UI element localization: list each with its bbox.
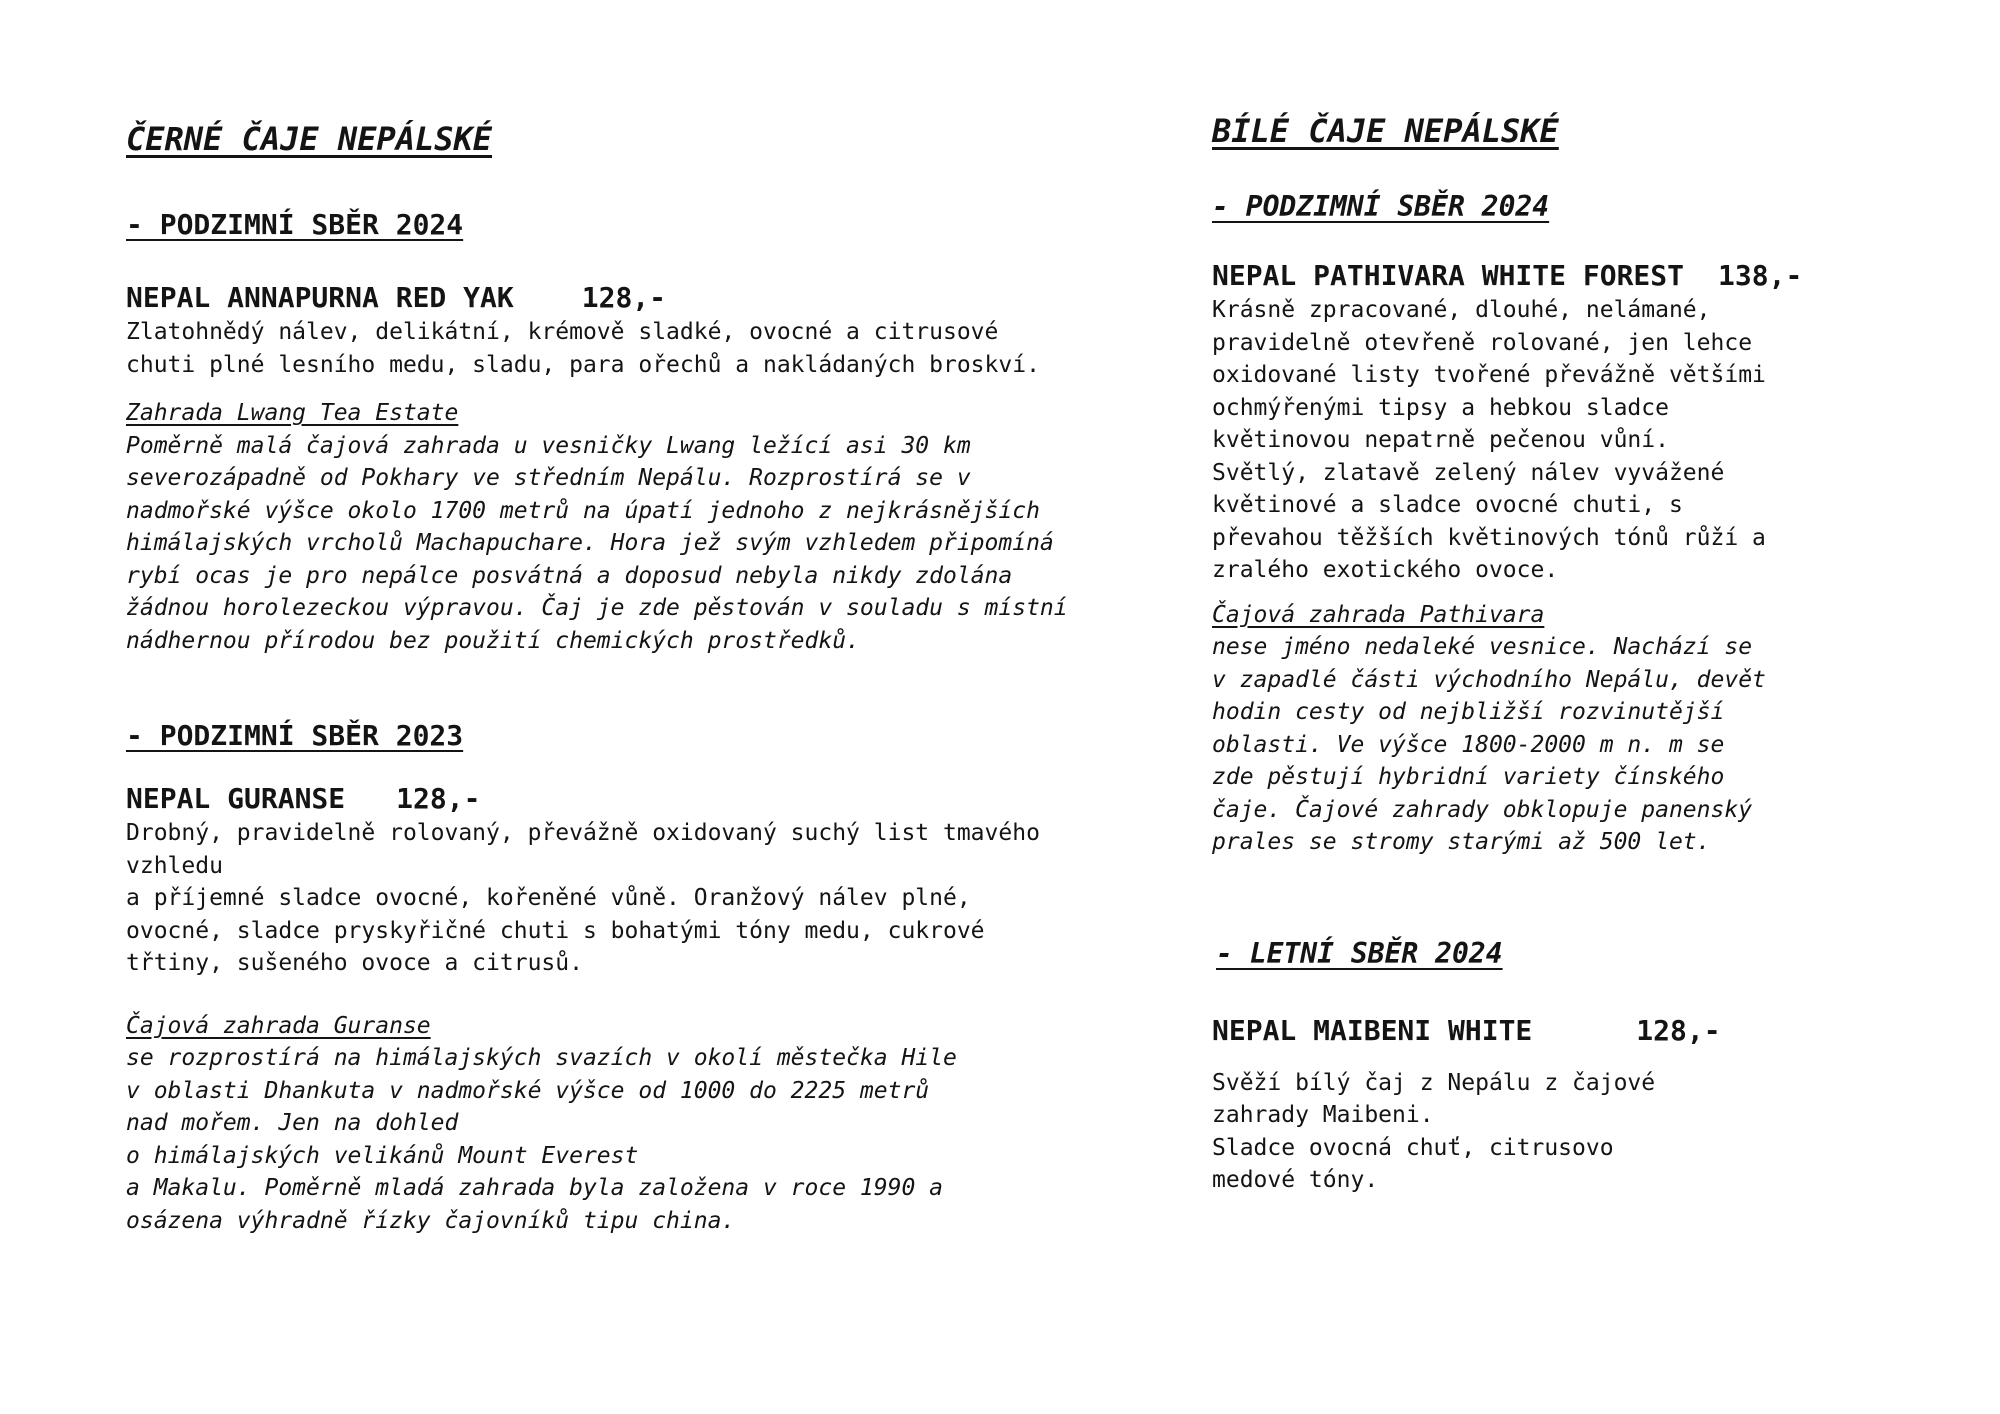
section-heading-summer-2024: - LETNÍ SBĚR 2024 xyxy=(1216,936,1503,970)
product-description: Krásně zpracované, dlouhé, nelámané, pravidelně otevřeně rolované, jen lehce oxidované listy tvořené převážně většími ochmýřenými tipsy a hebkou sladce květinovou nepatrně pečenou vůní. Světlý, zlatavě zelený nálev vyvážené květinové a sladce ovocné chuti, s převahou těžších květinových tónů růží a zralého exotického ovoce. xyxy=(1212,297,1766,583)
section-heading-autumn-2023: - PODZIMNÍ SBĚR 2023 xyxy=(126,719,464,752)
product-pathivara-white-forest xyxy=(1212,259,1952,292)
black-tea-title: ČERNÉ ČAJE NEPÁLSKÉ xyxy=(126,120,493,158)
product-description: Drobný, pravidelně rolovaný, převážně oxidovaný suchý list tmavého vzhledu a příjemné sladce ovocné, kořeněné vůně. Oranžový nálev plné, ovocné, sladce pryskyřičné chuti s bohatými tóny medu, cukrové třtiny, sušeného ovoce a citrusů. xyxy=(126,820,1040,976)
black-tea-column xyxy=(126,120,1166,1237)
product-annapurna-red-yak xyxy=(126,281,1166,314)
garden-text-lwang: Poměrně malá čajová zahrada u vesničky Lwang ležící asi 30 km severozápadně od Pokhary ve středním Nepálu. Rozprostírá se v nadmořské výšce okolo 1700 metrů na úpatí jednoho z nejkrásnějších himálajských vrcholů Machapuchare. Hora jež svým vzhledem připomíná rybí ocas je pro nepálce posvátná a doposud nebyla nikdy zdolána žádnou horolezeckou výpravou. Čaj je zde pěstován v souladu s místní nádhernou přírodou bez použití chemických prostředků. xyxy=(126,432,1068,654)
product-maibeni-white xyxy=(1212,1014,1952,1047)
white-tea-title: BÍLÉ ČAJE NEPÁLSKÉ xyxy=(1212,112,1559,150)
garden-title-pathivara: Čajová zahrada Pathivara xyxy=(1212,601,1545,628)
garden-title-lwang: Zahrada Lwang Tea Estate xyxy=(126,400,459,426)
product-price: 128,- xyxy=(1636,1013,1721,1047)
product-name: NEPAL ANNAPURNA RED YAK xyxy=(126,281,514,314)
product-name: NEPAL GURANSE xyxy=(126,782,346,815)
product-description: Svěží bílý čaj z Nepálu z čajové zahrady Maibeni. Sladce ovocná chuť, citrusovo medové tóny. xyxy=(1212,1069,1656,1193)
product-name: NEPAL PATHIVARA WHITE FOREST xyxy=(1212,259,1685,292)
garden-text-pathivara: nese jméno nedaleké vesnice. Nachází se v zapadlé části východního Nepálu, devět hodin cesty od nejbližší rozvinutější oblasti. Ve výšce 1800-2000 m n. m se zde pěstují hybridní variety čínského čaje. Čajové zahrady obklopuje panenský prales se stromy starými až 500 let. xyxy=(1212,634,1766,855)
product-guranse xyxy=(126,782,1166,815)
section-heading-autumn-2024: - PODZIMNÍ SBĚR 2024 xyxy=(126,208,464,241)
product-description: Zlatohnědý nálev, delikátní, krémově sladké, ovocné a citrusové chuti plné lesního medu, sladu, para ořechů a nakládaných broskví. xyxy=(126,319,1040,378)
product-price: 128,- xyxy=(581,281,667,314)
product-price: 138,- xyxy=(1718,259,1803,292)
garden-title-guranse: Čajová zahrada Guranse xyxy=(126,1012,431,1039)
product-price: 128,- xyxy=(396,782,481,815)
garden-text-guranse: se rozprostírá na himálajských svazích v okolí městečka Hile v oblasti Dhankuta v nadmořské výšce od 1000 do 2225 metrů nad mořem. Jen na dohled o himálajských velikánů Mount Everest a Makalu. Poměrně mladá zahrada byla založena v roce 1990 a osázena výhradně řízky čajovníků tipu china. xyxy=(126,1045,957,1234)
product-name: NEPAL MAIBENI WHITE xyxy=(1212,1013,1533,1047)
section-heading-autumn-2024: - PODZIMNÍ SBĚR 2024 xyxy=(1212,190,1550,223)
white-tea-column xyxy=(1212,112,1952,1197)
